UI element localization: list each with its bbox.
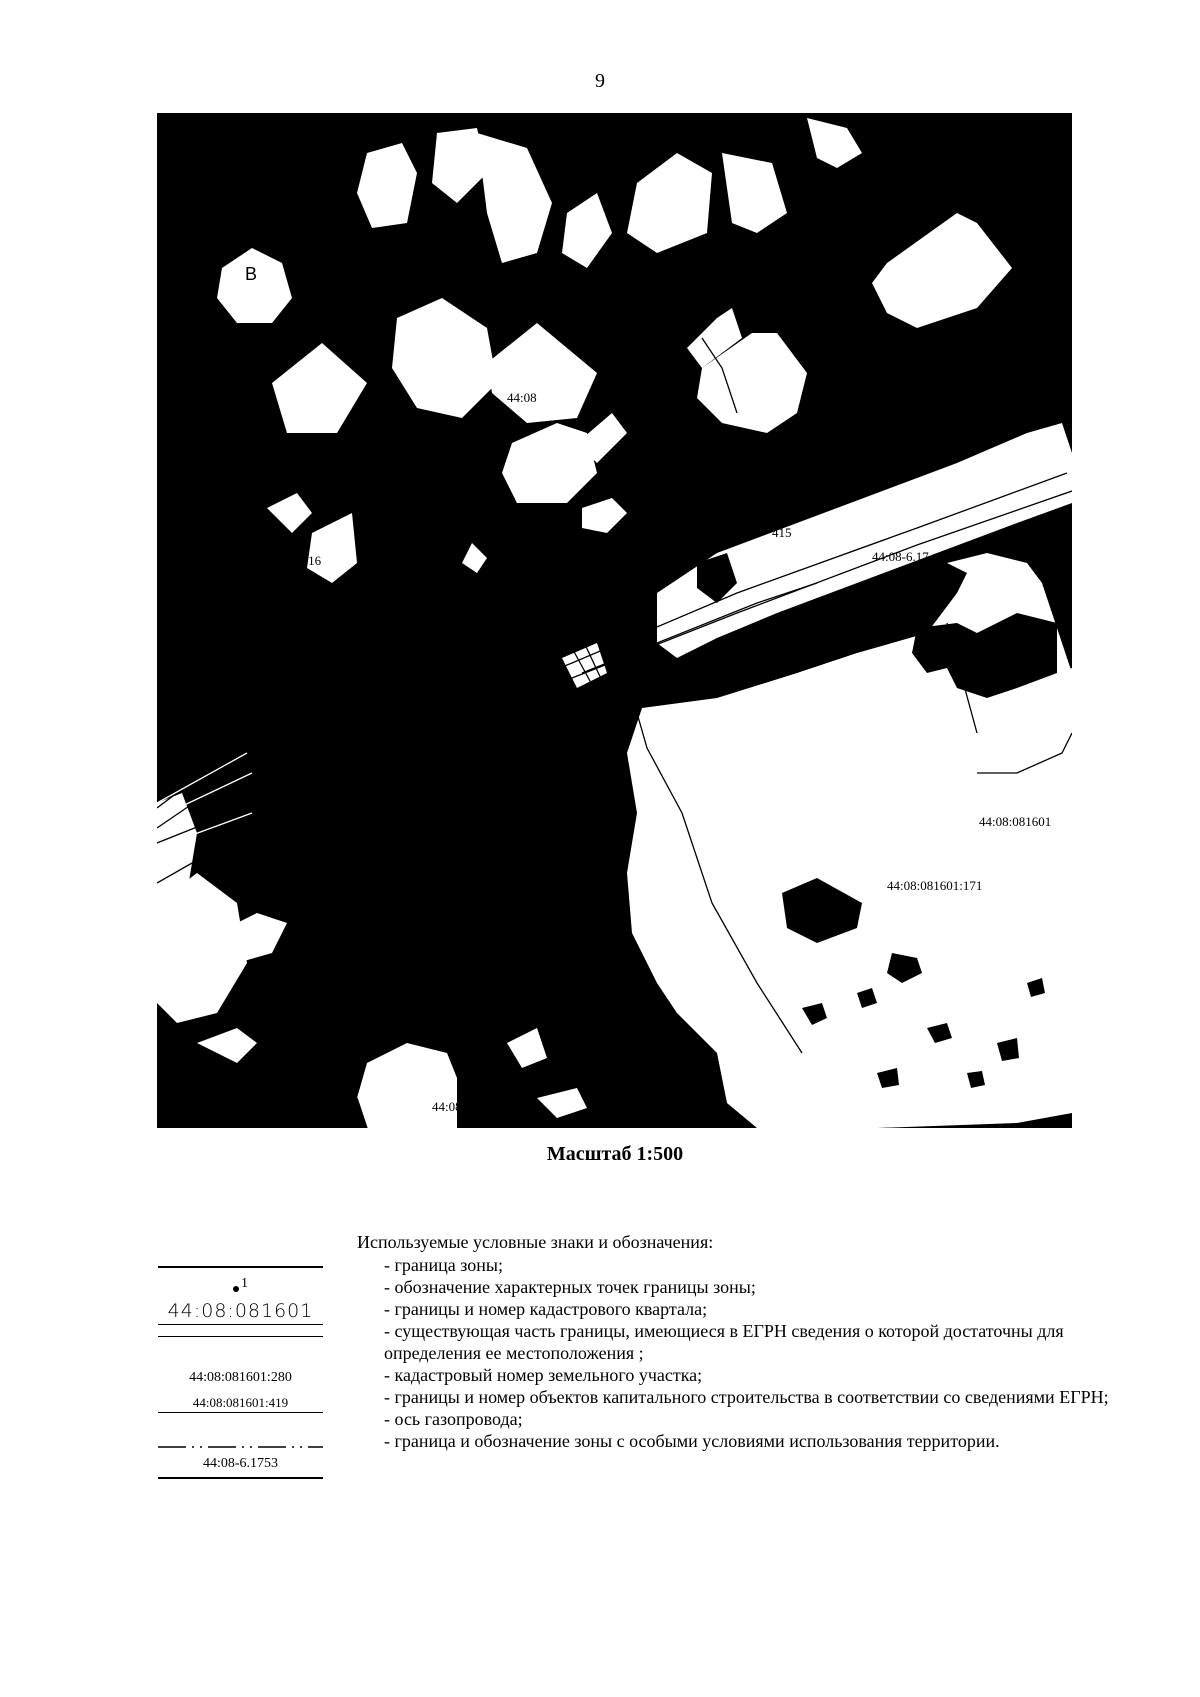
legend-item: - ось газопровода;: [384, 1409, 523, 1429]
zone-number: 44:08-6.1753: [202, 1456, 279, 1471]
legend-list: [368, 1254, 1138, 1452]
legend-title: Используемые условные знаки и обозначения:: [357, 1232, 714, 1252]
map-scale: Масштаб 1:500: [546, 1143, 684, 1165]
map-label-quarter-right: 44:08:081601: [979, 814, 1052, 829]
point-number: 1: [241, 1276, 248, 1291]
map-label-b: В: [245, 264, 258, 284]
legend-item: - границы и номер кадастрового квартала;: [384, 1299, 708, 1319]
point-marker-icon: [233, 1286, 239, 1292]
map-light-areas: [157, 118, 1072, 1128]
building-number: 44:08:081601:419: [192, 1395, 289, 1410]
map-label-parcel-bottom: 44:08:0816: [432, 1099, 492, 1114]
map-label-parcel-171: 44:08:081601:171: [887, 878, 983, 893]
map-label-parcel-left: 8:0816: [285, 553, 322, 568]
map-canvas: [157, 113, 1072, 1128]
legend-item: - граница и обозначение зоны с особыми условиями использования территории.: [384, 1431, 1000, 1451]
page-number: 9: [595, 70, 605, 92]
legend-item: - кадастровый номер земельного участка;: [384, 1365, 703, 1385]
legend-item: - граница зоны;: [384, 1255, 503, 1275]
parcel-number: 44:08:081601:280: [189, 1370, 292, 1385]
map-label-parcel-top: 44:08: [507, 390, 537, 405]
legend-item: - существующая часть границы, имеющиеся в ЕГРН сведения о которой достаточны для определения ее местоположения ;: [384, 1321, 1064, 1363]
map-label-zone: 44:08-6.17: [872, 549, 929, 564]
quarter-number: 44:08:081601: [167, 1300, 314, 1322]
legend-item: - обозначение характерных точек границы зоны;: [384, 1277, 756, 1297]
gas-pipeline-line: [158, 1446, 323, 1450]
legend-item: - границы и номер объектов капитального строительства в соответствии со сведениями ЕГРН;: [384, 1387, 1109, 1407]
map-label-building-415: 415: [772, 525, 792, 540]
orthophoto-map[interactable]: [157, 113, 1072, 1128]
